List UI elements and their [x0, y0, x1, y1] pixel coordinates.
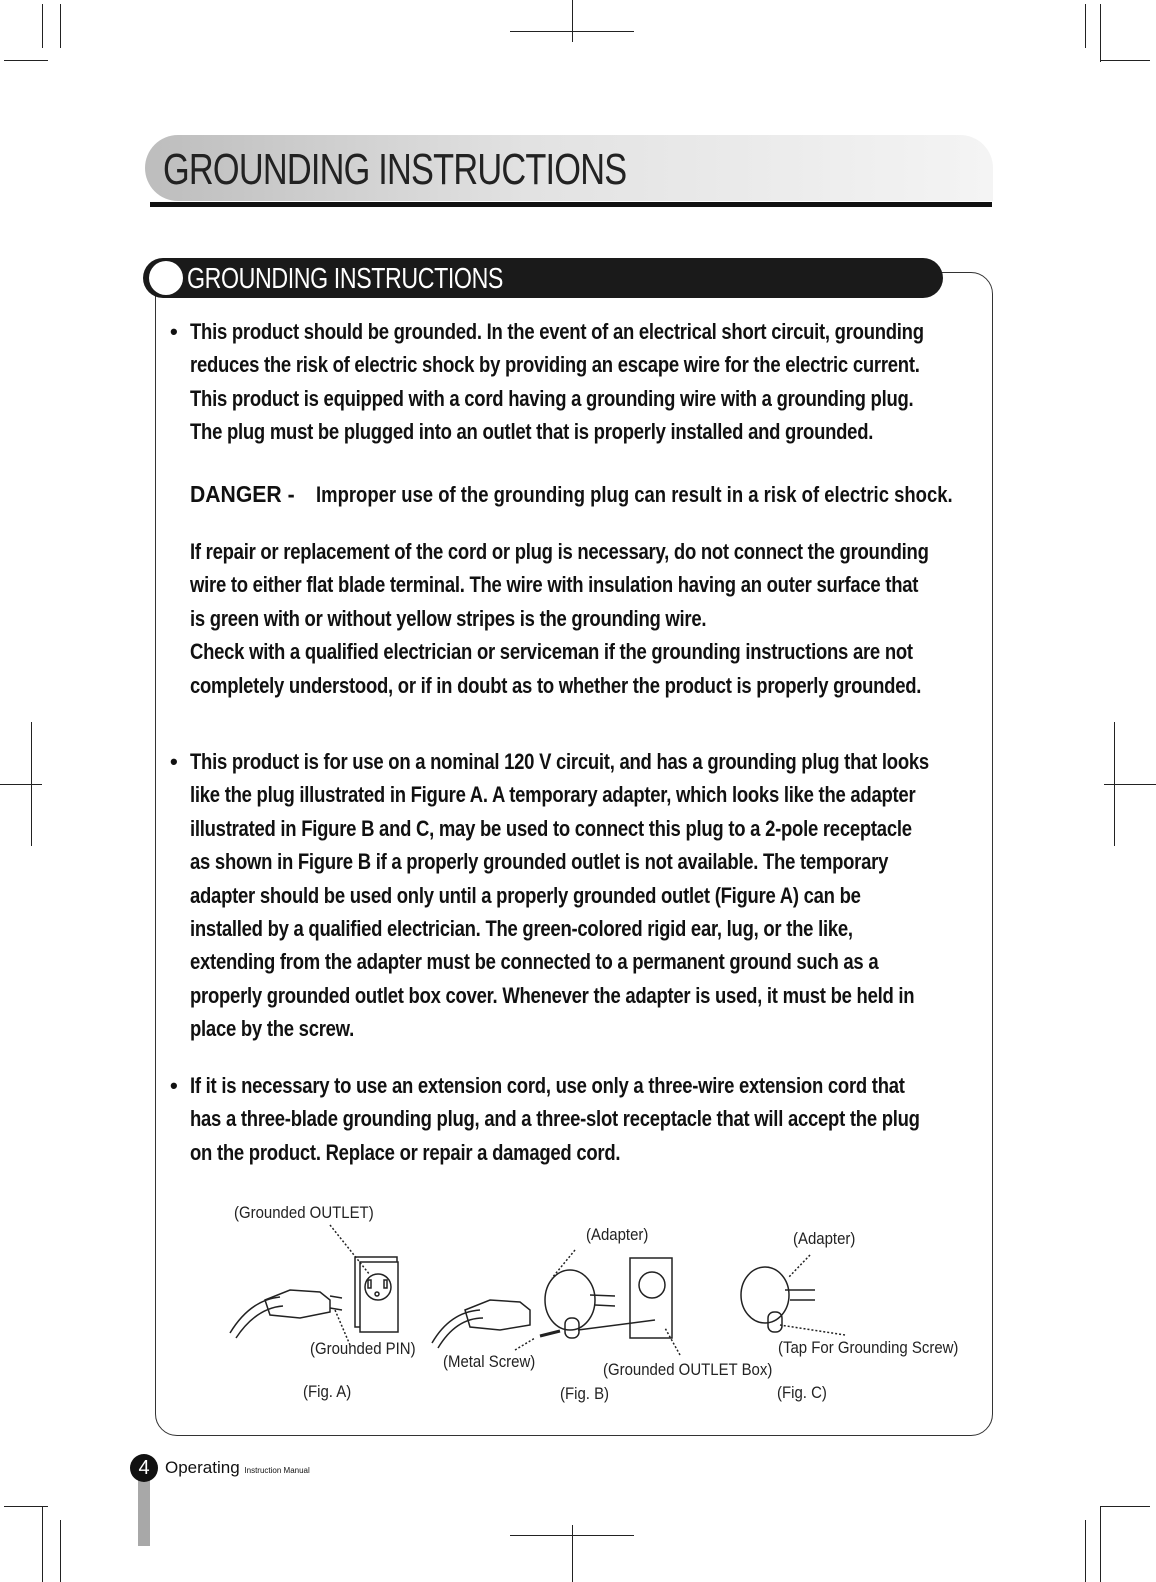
text-line: installed by a qualified electrician. The green-colored rigid ear, lug, or the like, — [190, 915, 853, 941]
text-line: If repair or replacement of the cord or plug is necessary, do not connect the grounding — [190, 539, 929, 564]
bullet: • — [170, 1073, 178, 1098]
text-line: This product is equipped with a cord having a grounding wire with a grounding plug. — [190, 385, 914, 411]
label-grounded-outlet: (Grounded OUTLET) — [234, 1203, 374, 1222]
text-line: reduces the risk of electric shock by providing an escape wire for the electric current. — [190, 352, 920, 378]
label-metal-screw: (Metal Screw) — [443, 1352, 536, 1371]
footer-title-main: Operating — [165, 1458, 240, 1477]
text-line: wire to either flat blade terminal. The wire with insulation having an outer surface that — [190, 572, 919, 598]
footer-title — [165, 1458, 310, 1478]
text-line: adapter should be used only until a properly grounded outlet (Figure A) can be — [190, 882, 861, 908]
label-adapter-b: (Adapter) — [586, 1225, 649, 1244]
label-adapter-c: (Adapter) — [793, 1229, 856, 1248]
fig-a-drawing — [230, 1225, 398, 1345]
bullet: • — [170, 319, 178, 344]
text-line: on the product. Replace or repair a damaged cord. — [190, 1139, 621, 1165]
text-line: properly grounded outlet box cover. Whenever the adapter is used, it must be held in — [190, 982, 915, 1008]
text-line: If it is necessary to use an extension cord, use only a three-wire extension cord that — [190, 1073, 905, 1098]
fig-b-drawing — [432, 1250, 680, 1355]
section-title: GROUNDING INSTRUCTIONS — [187, 263, 503, 295]
text-line: like the plug illustrated in Figure A. A temporary adapter, which looks like the adapter — [190, 782, 916, 808]
danger-label: DANGER - — [190, 481, 295, 507]
text-line: This product should be grounded. In the event of an electrical short circuit, grounding — [190, 319, 924, 344]
text-line: as shown in Figure B if a properly grounded outlet is not available. The temporary — [190, 849, 889, 875]
text-line: has a three-blade grounding plug, and a three-slot receptacle that will accept the plug — [190, 1106, 920, 1132]
label-grounded-outlet-box: (Grounded OUTLET Box) — [603, 1360, 773, 1379]
page-title: GROUNDING INSTRUCTIONS — [163, 145, 627, 194]
caption-fig-c: (Fig. C) — [777, 1383, 827, 1402]
text-line: place by the screw. — [190, 1016, 355, 1042]
footer-subtitle: Instruction Manual — [244, 1466, 310, 1475]
footer-stripe — [138, 1480, 150, 1546]
label-grounded-pin: (Grounded PIN) — [310, 1339, 416, 1358]
bullet: • — [170, 749, 178, 774]
caption-fig-a: (Fig. A) — [303, 1382, 352, 1401]
label-tap-grounding-screw: (Tap For Grounding Screw) — [778, 1338, 959, 1357]
page-number: 4 — [130, 1454, 158, 1482]
text-line: extending from the adapter must be connected to a permanent ground such as a — [190, 949, 879, 975]
caption-fig-b: (Fig. B) — [560, 1384, 610, 1403]
text-line: Check with a qualified electrician or serviceman if the grounding instructions are not — [190, 639, 913, 665]
danger-text: Improper use of the grounding plug can result in a risk of electric shock. — [315, 482, 953, 507]
text-line: is green with or without yellow stripes is the grounding wire. — [190, 605, 707, 631]
text-line: illustrated in Figure B and C, may be used to connect this plug to a 2-pole receptacle — [190, 815, 912, 841]
text-line: completely understood, or if in doubt as to whether the product is properly grounded. — [190, 672, 922, 698]
fig-c-drawing — [741, 1255, 845, 1335]
text-line: This product is for use on a nominal 120 V circuit, and has a grounding plug that looks — [190, 749, 929, 774]
text-line: The plug must be plugged into an outlet that is properly installed and grounded. — [190, 419, 874, 445]
